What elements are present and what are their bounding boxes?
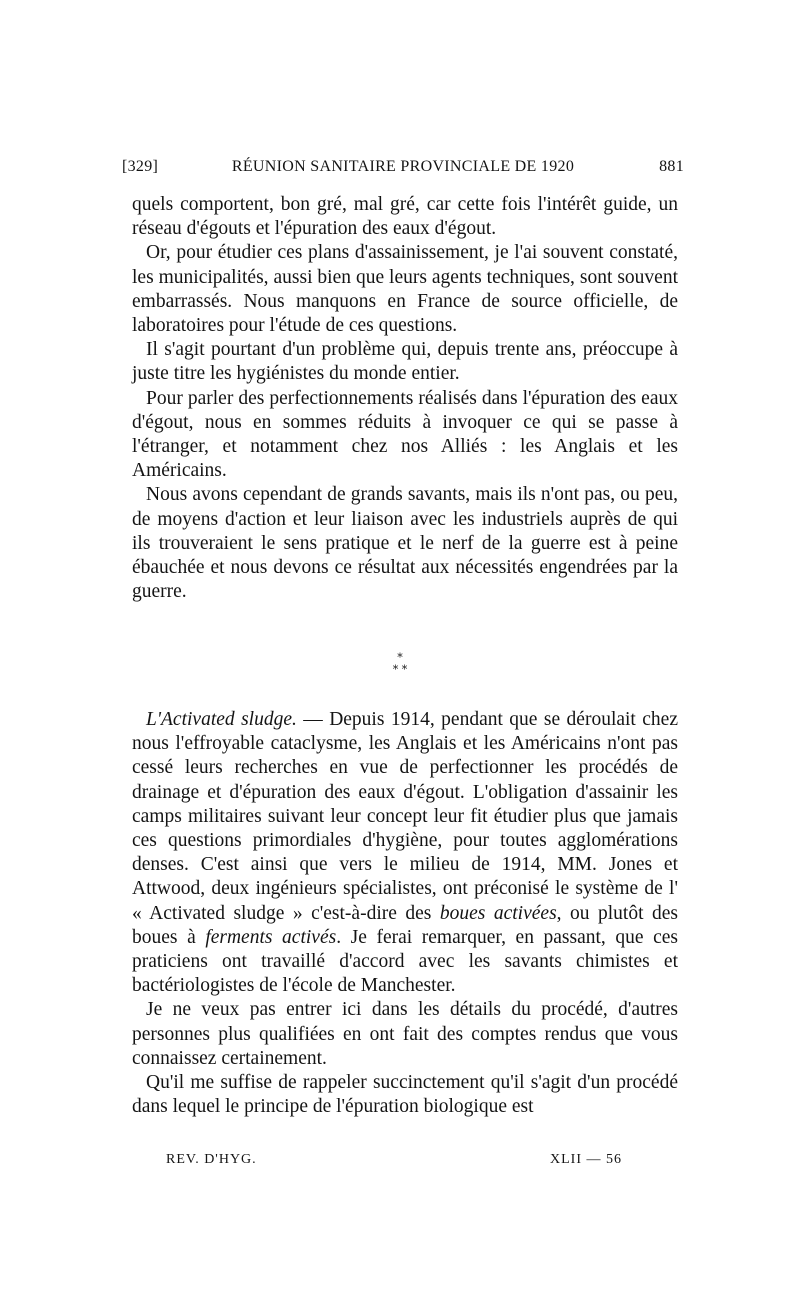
asterism-separator bbox=[0, 652, 800, 676]
journal-signature: REV. D'HYG. bbox=[166, 1152, 257, 1167]
paragraph: Qu'il me suffise de rappeler succinctement qu'il s'agit d'un procédé dans lequel le principe de l'épuration biologique est bbox=[132, 1072, 678, 1118]
paragraph: Nous avons cependant de grands savants, mais ils n'ont pas, ou peu, de moyens d'action et leur liaison avec les industriels auprès de qui ils trouveraient le sens pratique et le nerf de la guerre est à peine ébauchée et nous devons ce résultat aux nécessités engendrées par la guerre. bbox=[132, 484, 678, 603]
section-paragraph bbox=[132, 708, 678, 998]
running-title: RÉUNION SANITAIRE PROVINCIALE DE 1920 bbox=[231, 158, 575, 175]
paragraph-text: — Depuis 1914, pendant que se déroulait chez nous l'effroyable cataclysme, les Anglais et les Américains n'ont pas cessé leurs recherches en vue de perfectionner les procédés de drainage et d'épuration des eaux d'égout. L'obligation d'assainir les camps militaires suivant leur concept leur fit étudier plus que jamais ces questions primordiales d'hygiène, pour toutes agglomérations denses. C'est ainsi que vers le milieu de 1914, MM. Jones et Attwood, deux ingénieurs spécialistes, ont préconisé le système de l' « Activated sludge » c'est-à-dire des bbox=[132, 709, 678, 924]
paragraph: Je ne veux pas entrer ici dans les détails du procédé, d'autres personnes plus qualifiées en ont fait des comptes rendus que vous connaissez certainement. bbox=[132, 999, 678, 1069]
italic-term: boues activées bbox=[439, 902, 557, 924]
paragraph-text: , ou plutôt des boues à bbox=[132, 902, 679, 948]
paragraph: Il s'agit pourtant d'un problème qui, depuis trente ans, préoccupe à juste titre les hygiénistes du monde entier. bbox=[132, 339, 678, 385]
asterism-top-star: * bbox=[397, 651, 403, 664]
text-block-top bbox=[132, 193, 678, 604]
paragraph: Or, pour étudier ces plans d'assainissement, je l'ai souvent constaté, les municipalités, aussi bien que leurs agents techniques, sont souvent embarrassés. Nous manquons en France de source officielle, de laboratoires pour l'étude de ces questions. bbox=[132, 242, 678, 337]
running-header bbox=[122, 158, 684, 184]
paragraph-continued: quels comportent, bon gré, mal gré, car cette fois l'intérêt guide, un réseau d'égouts et l'épuration des eaux d'égout. bbox=[132, 194, 678, 240]
page-footer bbox=[166, 1152, 622, 1174]
section-heading: L'Activated sludge. bbox=[146, 709, 297, 730]
paragraph-text: . Je ferai remarquer, en passant, que ces praticiens ont travaillé d'accord avec les savants chimistes et bactériologistes de l'école de Manchester. bbox=[132, 926, 679, 997]
asterism-bottom-stars: * * bbox=[392, 663, 408, 676]
italic-term: ferments activés bbox=[205, 926, 337, 948]
text-block-section bbox=[132, 708, 678, 1119]
volume-signature: XLII — 56 bbox=[550, 1152, 622, 1167]
paragraph: Pour parler des perfectionnements réalisés dans l'épuration des eaux d'égout, nous en sommes réduits à invoquer ce qui se passe à l'étranger, et notamment chez nos Alliés : les Anglais et les Américains. bbox=[132, 387, 678, 482]
bracket-page-number: [329] bbox=[122, 158, 159, 175]
folio-number: 881 bbox=[659, 158, 684, 175]
